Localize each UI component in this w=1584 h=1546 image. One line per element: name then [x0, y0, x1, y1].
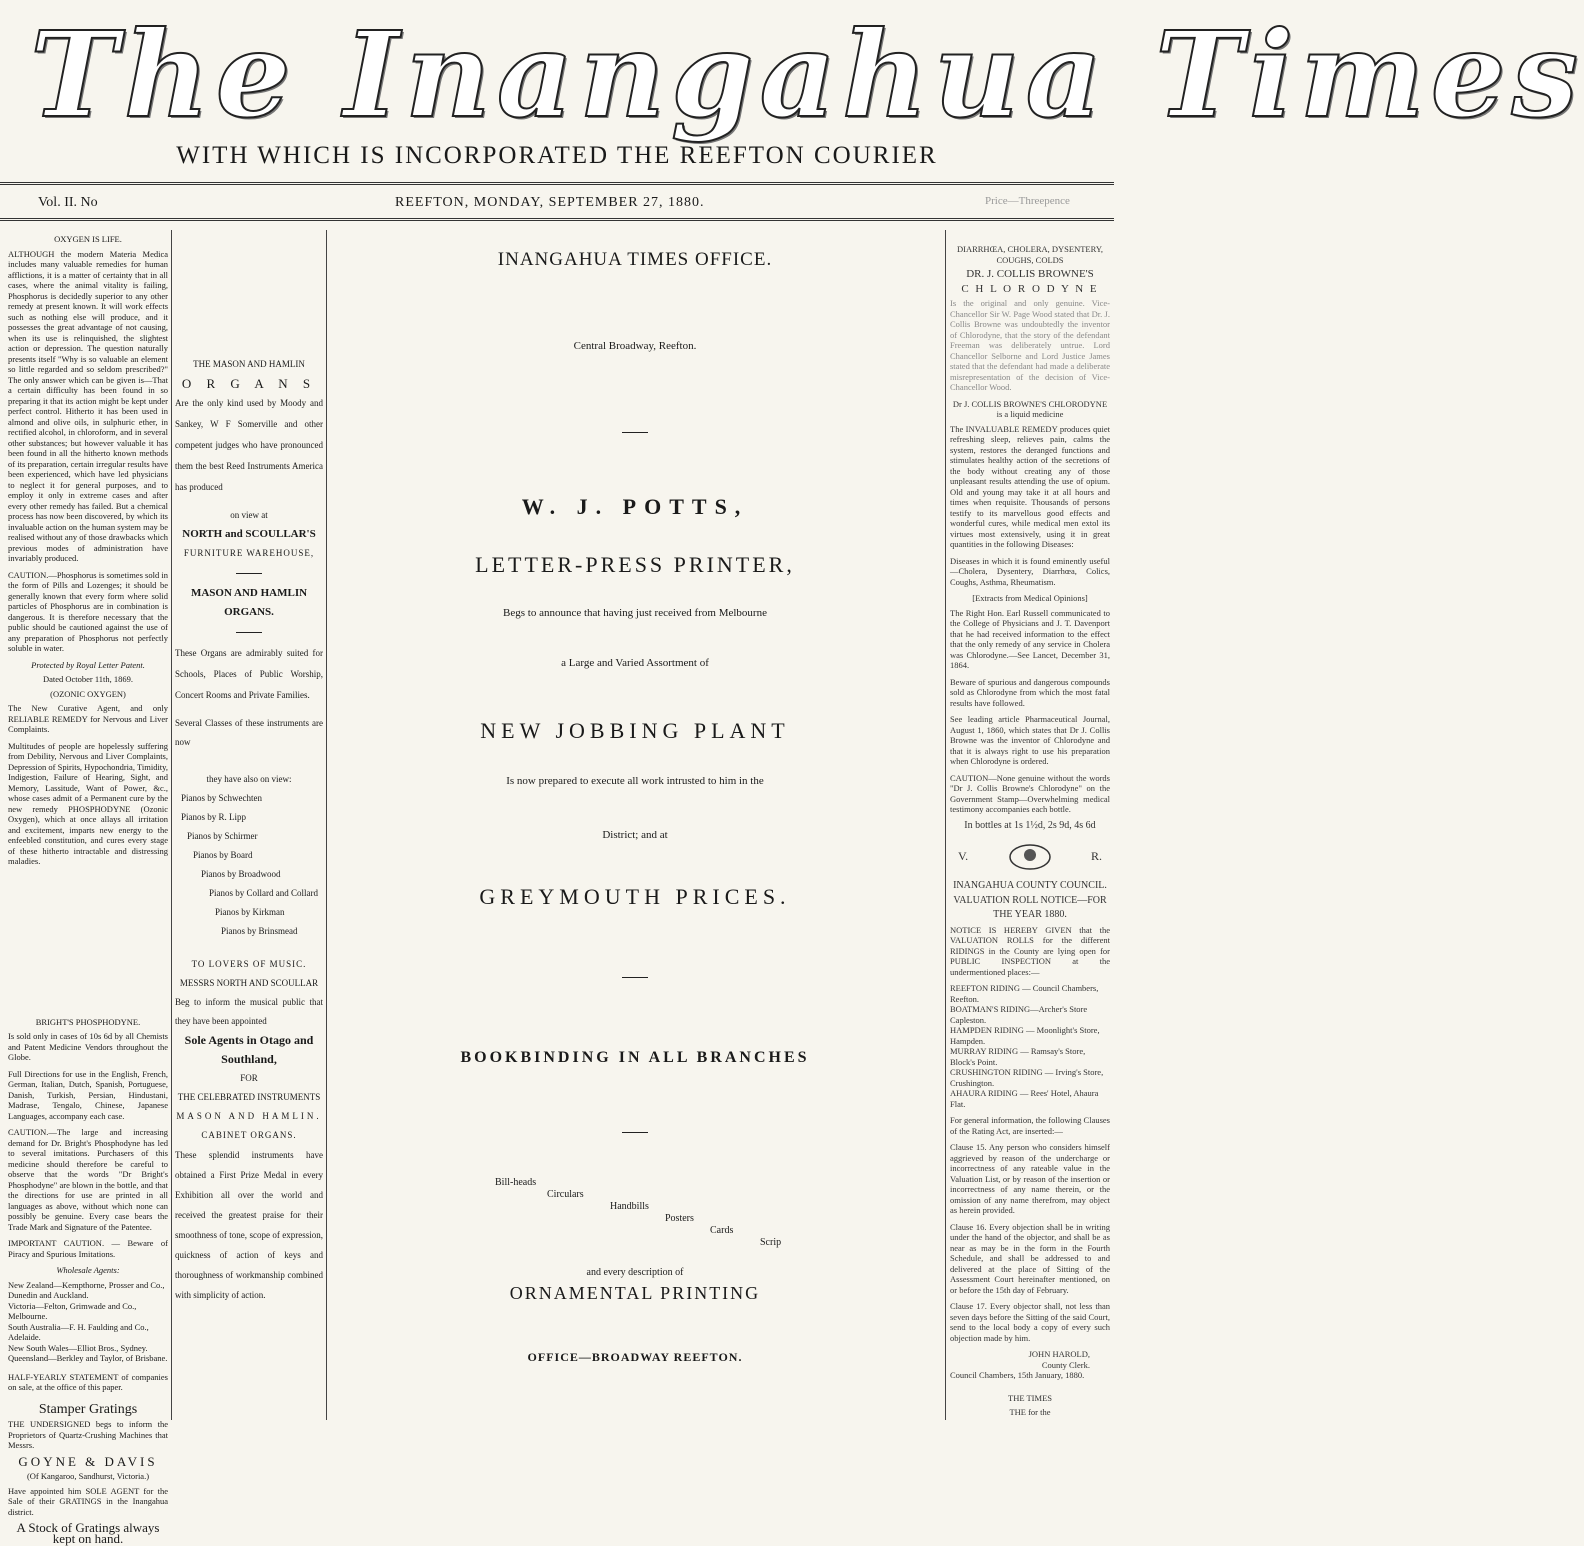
patent-name: (OZONIC OXYGEN) [50, 688, 126, 699]
valuation-heading: VALUATION ROLL NOTICE—FOR [953, 894, 1107, 906]
piano-item: Pianos by Broadwood [201, 869, 281, 879]
top-rule [0, 182, 1114, 185]
vr-left: V. [958, 848, 969, 863]
patent-text: The New Curative Agent, and only RELIABLE REMEDY for Nervous and Liver Complaints. [8, 703, 168, 734]
item-scrip: Scrip [760, 1237, 782, 1248]
bottom-heading: THE TIMES [1008, 1392, 1052, 1403]
chlorodyne-heading: C H L O R O D Y N E [961, 282, 1099, 295]
appointed-text: Have appointed him SOLE AGENT for the Sale of their GRATINGS in the Inangahua district. [8, 1485, 168, 1517]
brights-heading: BRIGHT'S PHOSPHODYNE. [35, 1016, 141, 1027]
district-line: District; and at [602, 829, 668, 841]
oxygen-article: ALTHOUGH the modern Materia Medica includes many valuable remedies for human afflictions, it is a matter of certainty that in all cases, where the animal vitality is failing, Phosphorus is decidedly superior to any other remedy at present known. It will work effects such as nothing else will produce, and it possesses the great advantage of not causing, when its use is relinquished, the slightest action or depression. The question naturally presents itself "Why is so valuable an element so little regarded and so seldom prescribed?" The only answer which can be given is—That a certain difficulty has been found in so preparing it that its action might be kept under perfect control. Hitherto it has been used in almond and olive oils, in sulphuric ether, in rectified alcohol, in chloroform, and in several other substances; but however valuable it has been found in all the hitherto known methods of its preparation, certain irregular results have been experienced, which have led physicians to neglect it for general purposes, and to employ it only in extreme cases and after every other remedy has failed. But a chemical process has now been discovered, by which its invaluable action on the human system may be realised without any of those drawbacks which previous modes of administration have invariably produced. [8, 248, 168, 563]
stock-heading: A Stock of Gratings always kept on hand. [16, 1520, 160, 1546]
diseases-text: Diseases in which it is found eminently useful—Cholera, Dysentery, Diarrhœa, Colics, Coughs, Asthma, Rheumatism. [950, 555, 1110, 587]
extracts-line: [Extracts from Medical Opinions] [972, 593, 1088, 603]
crest-icon [1007, 841, 1053, 871]
dateline: REEFTON, MONDAY, SEPTEMBER 27, 1880. [395, 195, 705, 210]
chambers-line: Council Chambers, 15th January, 1880. [950, 1370, 1085, 1380]
piano-item: Pianos by R. Lipp [181, 812, 247, 822]
printer-trade: LETTER-PRESS PRINTER, [475, 552, 795, 577]
messrs-line: MESSRS NORTH AND SCOULLAR [179, 978, 319, 988]
multitudes-text: Multitudes of people are hopelessly suffering from Debility, Nervous and Liver Complaints, Depression of Spirits, Hypochondria, Timidity, Indigestion, Failure of Hearing, Sight, and Memory, Lassitude, Want of Power, &c., whose cases admit of a Permanent cure by the new remedy PHOSPHODYNE (Ozonic Oxygen), which at once allays all irritation and excitement, imparts new energy to the enfeebled constitution, and cures every stage of these hitherto intractable and distressing maladies. [8, 740, 168, 866]
organs-word: O R G A N S [181, 376, 317, 391]
greymouth-prices: GREYMOUTH PRICES. [479, 884, 791, 909]
goyne-name: GOYNE & DAVIS [18, 1453, 158, 1469]
masthead-title: The Inangahua Times [30, 5, 1584, 144]
beware-text: Beware of spurious and dangerous compounds sold as Chlorodyne from which the most fatal results have followed. [950, 676, 1110, 708]
clause-17: Clause 17. Every objector shall, not less than seven days before the Sitting of the said Court, send to the local body a copy of every such objection made by him. [950, 1301, 1110, 1343]
mason-line: MASON AND HAMLIN. [176, 1111, 322, 1121]
printer-name: W. J. POTTS, [521, 494, 749, 519]
riding-item: REEFTON RIDING — Council Chambers, Reefton. [950, 983, 1099, 1004]
patent-line: Protected by Royal Letter Patent. [31, 659, 145, 670]
organs-text: Are the only kind used by Moody and Sankey, W F Somerville and other competent judges who have pronounced them the best Reed Instruments America has produced [175, 398, 323, 492]
vr-right: R. [1090, 848, 1102, 863]
items-list [330, 1175, 940, 1265]
date-rule [0, 218, 1114, 221]
stamper-heading: Stamper Gratings [38, 1401, 138, 1417]
inform-text: Beg to inform the musical public that they have been appointed [175, 997, 323, 1026]
assortment-line: a Large and Varied Assortment of [561, 657, 709, 669]
column-divider [171, 230, 172, 1420]
chloro-top-heading: DIARRHŒA, CHOLERA, DYSENTERY, COUGHS, COLDS [956, 244, 1103, 265]
bottom-line: THE for the [1009, 1407, 1051, 1417]
item-cards: Cards [710, 1225, 734, 1236]
wholesale-heading: Wholesale Agents: [56, 1265, 120, 1275]
prepared-line: Is now prepared to execute all work intrusted to him in the [506, 775, 764, 787]
notice-text: NOTICE IS HEREBY GIVEN that the VALUATION ROLLS for the different RIDINGS in the County are lying open for PUBLIC INSPECTION at the undermentioned places:— [950, 924, 1110, 977]
agent-line: New South Wales—Elliot Bros., Sydney. [8, 1342, 148, 1353]
separator [622, 432, 648, 433]
mh-line: MASON AND HAMLIN [190, 587, 308, 599]
volume-number: Vol. II. No [38, 195, 98, 210]
store-name: NORTH and SCOULLAR'S [182, 528, 316, 540]
patent-date: Dated October 11th, 1869. [42, 674, 134, 684]
masthead-subtitle: WITH WHICH IS INCORPORATED THE REEFTON COURIER [176, 142, 938, 169]
celebrated-line: THE CELEBRATED INSTRUMENTS [177, 1092, 321, 1102]
spacer [8, 873, 168, 1013]
stamper-text: THE UNDERSIGNED begs to inform the Proprietors of Quartz-Crushing Machines that Messrs. [8, 1419, 168, 1450]
classes-text: Several Classes of these instruments are now [175, 718, 323, 747]
organs-pre: THE MASON AND HAMLIN [193, 359, 305, 369]
suited-text: These Organs are admirably suited for Schools, Places of Public Worship, Concert Rooms and Private Families. [175, 648, 323, 700]
clause-16: Clause 16. Every objection shall be in writing under the hand of the objector, and shall be as near as may be in the form in the Fourth Schedule, and shall be addressed to and delivered at the place of Sitting of the Assessment Court hereinafter mentioned, on or before the 15th day of February. [950, 1221, 1110, 1295]
earl-text: The Right Hon. Earl Russell communicated to the College of Physicians and J. T. Davenport that he had received information to the effect that the only remedy of any service in Cholera was Chlorodyne.—See Lancet, December 31, 1864. [950, 607, 1110, 670]
column-2 [175, 355, 323, 1415]
begs-line: Begs to announce that having just received from Melbourne [503, 607, 767, 619]
office-line: OFFICE—BROADWAY REEFTON. [527, 1350, 743, 1364]
signer-title: County Clerk. [1041, 1359, 1090, 1370]
separator [622, 977, 648, 978]
splendid-text: These splendid instruments have obtained a First Prize Medal in every Exhibition all over the world and received the greatest praise for their smoothness of tone, scope of expression, quickness of action of keys and thoroughness of workmanship combined with simplicity of action. [175, 1150, 323, 1300]
pianos-intro: they have also on view: [206, 774, 292, 784]
agent-line: South Australia—F. H. Faulding and Co., Adelaide. [8, 1321, 149, 1342]
price: Price—Threepence [985, 195, 1070, 207]
riding-item: AHAURA RIDING — Rees' Hotel, Ahaura Flat. [950, 1088, 1099, 1109]
invaluable-heading: Dr J. COLLIS BROWNE'S CHLORODYNE is a liquid medicine [952, 398, 1108, 419]
riding-item: BOATMAN'S RIDING—Archer's Store Capleston. [950, 1004, 1088, 1025]
halfyearly-text: HALF-YEARLY STATEMENT of companies on sale, at the office of this paper. [8, 1371, 168, 1392]
royal-arms [958, 841, 1102, 871]
piano-item: Pianos by Collard and Collard [209, 888, 318, 898]
column-divider [945, 230, 946, 1420]
lovers-heading: TO LOVERS OF MUSIC. [191, 959, 307, 969]
item-posters: Posters [665, 1213, 694, 1224]
caution-article: CAUTION.—Phosphorus is sometimes sold in the form of Pills and Lozenges; it should be generally known that every form where solid particles of Phosphorus are in combination is dangerous. It is therefore necessary that the public should be cautioned against the use of any preparation of Phosphorus not perfectly soluble in water. [8, 569, 168, 653]
every-line: and every description of [586, 1267, 684, 1278]
council-heading: INANGAHUA COUNTY COUNCIL. [953, 880, 1107, 891]
bottles-line: In bottles at 1s 1½d, 2s 9d, 4s 6d [964, 819, 1096, 831]
office-heading: INANGAHUA TIMES OFFICE. [497, 249, 773, 270]
piano-item: Pianos by Kirkman [215, 907, 285, 917]
chloro-text: Is the original and only genuine. Vice-Chancellor Sir W. Page Wood stated that Dr. J. Collis Browne was undoubtedly the inventor of Chlorodyne, that the story of the defendant Freeman was deliberately untrue. Lord Chancellor Selborne and Lord Justice James stated that the defendant had made a deliberate misrepresentation of the decision of Vice-Chancellor Wood. [950, 298, 1110, 392]
column-1 [8, 230, 168, 1546]
directions-text: Full Directions for use in the English, French, German, Italian, Dutch, Spanish, Portuguese, Danish, Turkish, Persian, Hindustani, Madrase, Tengalo, Chinese, Japanese Languages, accompany each case. [8, 1068, 168, 1121]
separator [622, 1132, 648, 1133]
riding-item: MURRAY RIDING — Ramsay's Store, Block's Point. [950, 1046, 1086, 1067]
sole-agents: Sole Agents in Otago and Southland, [184, 1033, 314, 1066]
piano-item: Pianos by Board [193, 850, 253, 860]
for-line: FOR [240, 1073, 258, 1083]
mh-organs: ORGANS. [224, 606, 274, 618]
item-billheads: Bill-heads [495, 1177, 537, 1188]
column-divider [326, 230, 327, 1420]
ornamental-heading: ORNAMENTAL PRINTING [509, 1283, 761, 1303]
separator [236, 632, 262, 633]
agent-line: Victoria—Felton, Grimwade and Co., Melbourne. [8, 1300, 137, 1321]
agent-line: Queensland—Berkley and Taylor, of Brisbane. [8, 1353, 168, 1363]
pharma-text: See leading article Pharmaceutical Journal, August 1, 1860, which states that Dr J. Collis Browne was the inventor of Chlorodyne and that it is always right to use his preparation when Chlorodyne is ordered. [950, 714, 1110, 766]
agent-line: New Zealand—Kempthorne, Prosser and Co., Dunedin and Auckland. [8, 1279, 165, 1300]
clause-15: Clause 15. Any person who considers himself aggrieved by reason of the undercharge or incorrectness of any rateable value in the Valuation List, or by reason of the insertion or incorrectness of any name therein, or the omission of any name therefrom, may object as herein provided. [950, 1142, 1110, 1215]
item-circulars: Circulars [547, 1189, 584, 1200]
important-caution: IMPORTANT CAUTION. — Beware of Piracy and Spurious Imitations. [8, 1238, 168, 1259]
riding-item: CRUSHINGTON RIDING — Irving's Store, Crushington. [950, 1067, 1104, 1088]
signer-name: JOHN HAROLD, [1028, 1349, 1090, 1359]
piano-item: Pianos by Schwechten [181, 793, 262, 803]
column-4 [950, 240, 1110, 1420]
piano-item: Pianos by Schirmer [187, 831, 258, 841]
info-text: For general information, the following Clauses of the Rating Act, are inserted:— [950, 1115, 1110, 1136]
goyne-sub: (Of Kangaroo, Sandhurst, Victoria.) [26, 1471, 150, 1481]
riding-item: HAMPDEN RIDING — Moonlight's Store, Hampden. [950, 1025, 1100, 1046]
item-handbills: Handbills [610, 1201, 649, 1212]
chloro-caution: CAUTION—None genuine without the words "Dr J. Collis Browne's Chlorodyne" on the Government Stamp—Overwhelming medical testimony accompanies each bottle. [950, 772, 1110, 814]
caution2-text: CAUTION.—The large and increasing demand for Dr. Bright's Phosphodyne has led to several imitations. Purchasers of this medicine should therefore be careful to observe that the words "Dr Bright's Phosphodyne" are blown in the bottle, and that the directions for use are printed in all languages as above, without which none can possibly be genuine. Every case bears the Trade Mark and Signature of the Patentee. [8, 1127, 168, 1232]
office-address: Central Broadway, Reefton. [573, 340, 697, 352]
oxygen-heading: OXYGEN IS LIFE. [54, 234, 122, 244]
brights-text: Is sold only in cases of 10s 6d by all Chemists and Patent Medicine Vendors throughout the Globe. [8, 1031, 168, 1062]
column-3 [330, 230, 940, 1420]
invaluable-text: The INVALUABLE REMEDY produces quiet refreshing sleep, relieves pain, calms the system, restores the deranged functions and stimulates healthy action of the secretions of the body without creating any of those unpleasant results attending the use of opium. Old and young may take it at all hours and times when requisite. Thousands of persons testify to its marvellous good effects and wonderful cures, while medical men extol its virtues most extensively, using it in great quantities in the following Diseases: [950, 423, 1110, 549]
cabinet-line: CABINET ORGANS. [201, 1130, 297, 1140]
piano-item: Pianos by Brinsmead [221, 926, 298, 936]
bookbinding-heading: BOOKBINDING IN ALL BRANCHES [460, 1049, 810, 1066]
view-line: on view at [230, 510, 268, 520]
year-heading: THE YEAR 1880. [993, 909, 1067, 920]
jobbing-plant: NEW JOBBING PLANT [480, 718, 790, 743]
browne-heading: DR. J. COLLIS BROWNE'S [966, 268, 1094, 280]
warehouse-line: FURNITURE WAREHOUSE, [183, 548, 315, 558]
separator [236, 573, 262, 574]
